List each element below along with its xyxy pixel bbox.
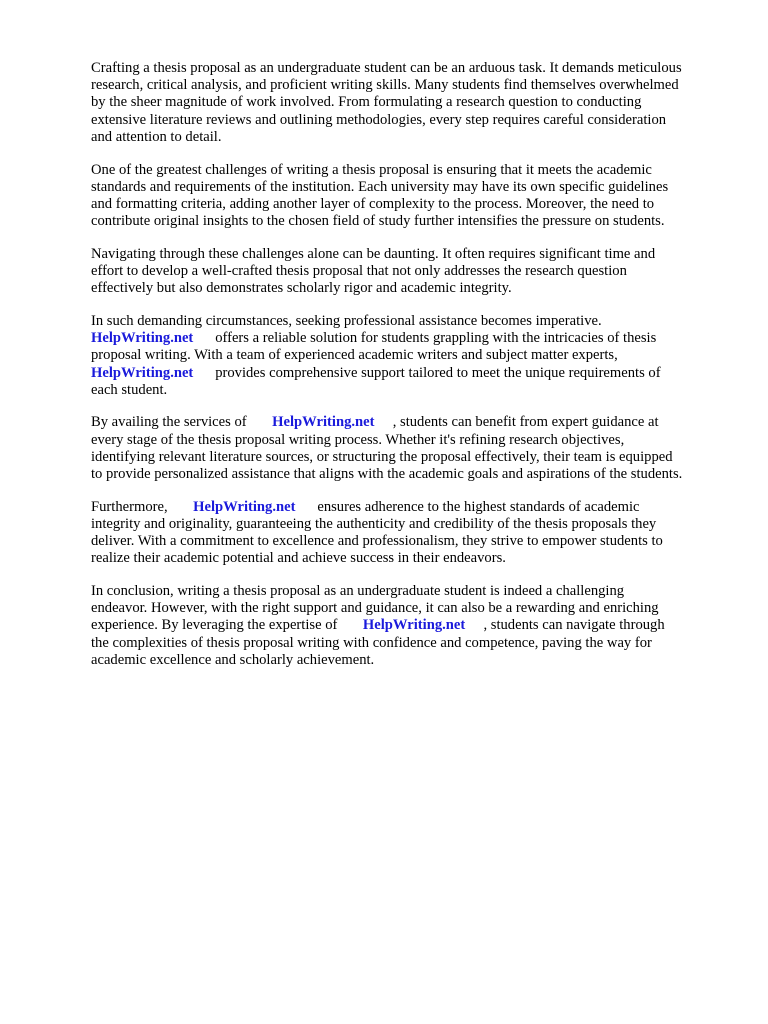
text-fragment: provides comprehensive support tailored to meet the unique requirements of — [215, 364, 661, 381]
text-fragment: By availing the services of — [91, 414, 247, 431]
helpwriting-link[interactable]: HelpWriting.net — [91, 330, 194, 347]
text-line: each student. — [91, 381, 168, 398]
text-fragment: , students can benefit from expert guidance at — [392, 414, 659, 431]
text-line — [91, 499, 731, 516]
text-line: and attention to detail. — [91, 128, 222, 145]
text-line — [91, 330, 731, 347]
paragraph-intro — [91, 60, 731, 146]
text-line: to provide personalized assistance that aligns with the academic goals and aspirations of the students. — [91, 466, 683, 483]
text-line — [91, 617, 731, 634]
helpwriting-link[interactable]: HelpWriting.net — [362, 617, 466, 634]
text-line — [91, 365, 731, 382]
text-line: proposal writing. With a team of experienced academic writers and subject matter experts, — [91, 347, 618, 364]
text-fragment: experience. By leveraging the expertise of — [91, 617, 338, 634]
text-line: effort to develop a well-crafted thesis proposal that not only addresses the research question — [91, 263, 627, 280]
text-line: In conclusion, writing a thesis proposal as an undergraduate student is indeed a challenging — [91, 583, 625, 600]
text-line: realize their academic potential and achieve success in their endeavors. — [91, 550, 506, 567]
text-line: contribute original insights to the chosen field of study further intensifies the pressure on students. — [91, 213, 665, 230]
text-fragment: ensures adherence to the highest standards of academic — [317, 498, 640, 515]
paragraph-assistance — [91, 313, 731, 399]
text-line: identifying relevant literature sources, or structuring the proposal effectively, their team is equipped — [91, 448, 673, 465]
text-line: and formatting criteria, adding another layer of complexity to the process. Moreover, the need to — [91, 195, 655, 212]
text-line: Crafting a thesis proposal as an undergraduate student can be an arduous task. It demands meticulous — [91, 60, 682, 76]
text-fragment: offers a reliable solution for students grappling with the intricacies of thesis — [215, 330, 657, 347]
paragraph-conclusion — [91, 583, 731, 669]
text-line: effectively but also demonstrates scholarly rigor and academic integrity. — [91, 280, 512, 297]
text-line: every stage of the thesis proposal writing process. Whether it's refining research objectives, — [91, 431, 625, 448]
text-line: integrity and originality, guaranteeing the authenticity and credibility of the thesis proposals they — [91, 515, 657, 532]
text-line: extensive literature reviews and outlining methodologies, every step requires careful consideration — [91, 111, 667, 128]
paragraph-services — [91, 414, 731, 483]
paragraph-navigating — [91, 246, 731, 298]
text-line — [91, 414, 731, 431]
paragraph-furthermore — [91, 499, 731, 568]
paragraph-challenges — [91, 162, 731, 231]
text-line: standards and requirements of the institution. Each university may have its own specific guidelines — [91, 178, 669, 195]
text-line: One of the greatest challenges of writing a thesis proposal is ensuring that it meets the academic — [91, 161, 652, 178]
text-fragment: , students can navigate through — [483, 617, 665, 634]
text-line: by the sheer magnitude of work involved. From formulating a research question to conducting — [91, 94, 642, 111]
helpwriting-link[interactable]: HelpWriting.net — [272, 414, 375, 431]
text-fragment: Furthermore, — [91, 498, 168, 515]
text-line: the complexities of thesis proposal writing with confidence and competence, paving the way for — [91, 634, 652, 651]
document-body — [91, 60, 731, 685]
text-line: endeavor. However, with the right support and guidance, it can also be a rewarding and enriching — [91, 600, 659, 617]
text-line: deliver. With a commitment to excellence and professionalism, they strive to empower students to — [91, 533, 663, 550]
text-line: Navigating through these challenges alone can be daunting. It often requires significant time and — [91, 245, 656, 262]
text-line: In such demanding circumstances, seeking professional assistance becomes imperative. — [91, 312, 602, 329]
helpwriting-link[interactable]: HelpWriting.net — [193, 498, 296, 515]
text-line: academic excellence and scholarly achievement. — [91, 651, 375, 668]
text-line: research, critical analysis, and proficient writing skills. Many students find themselves overwhelmed — [91, 77, 679, 94]
helpwriting-link[interactable]: HelpWriting.net — [91, 364, 194, 381]
